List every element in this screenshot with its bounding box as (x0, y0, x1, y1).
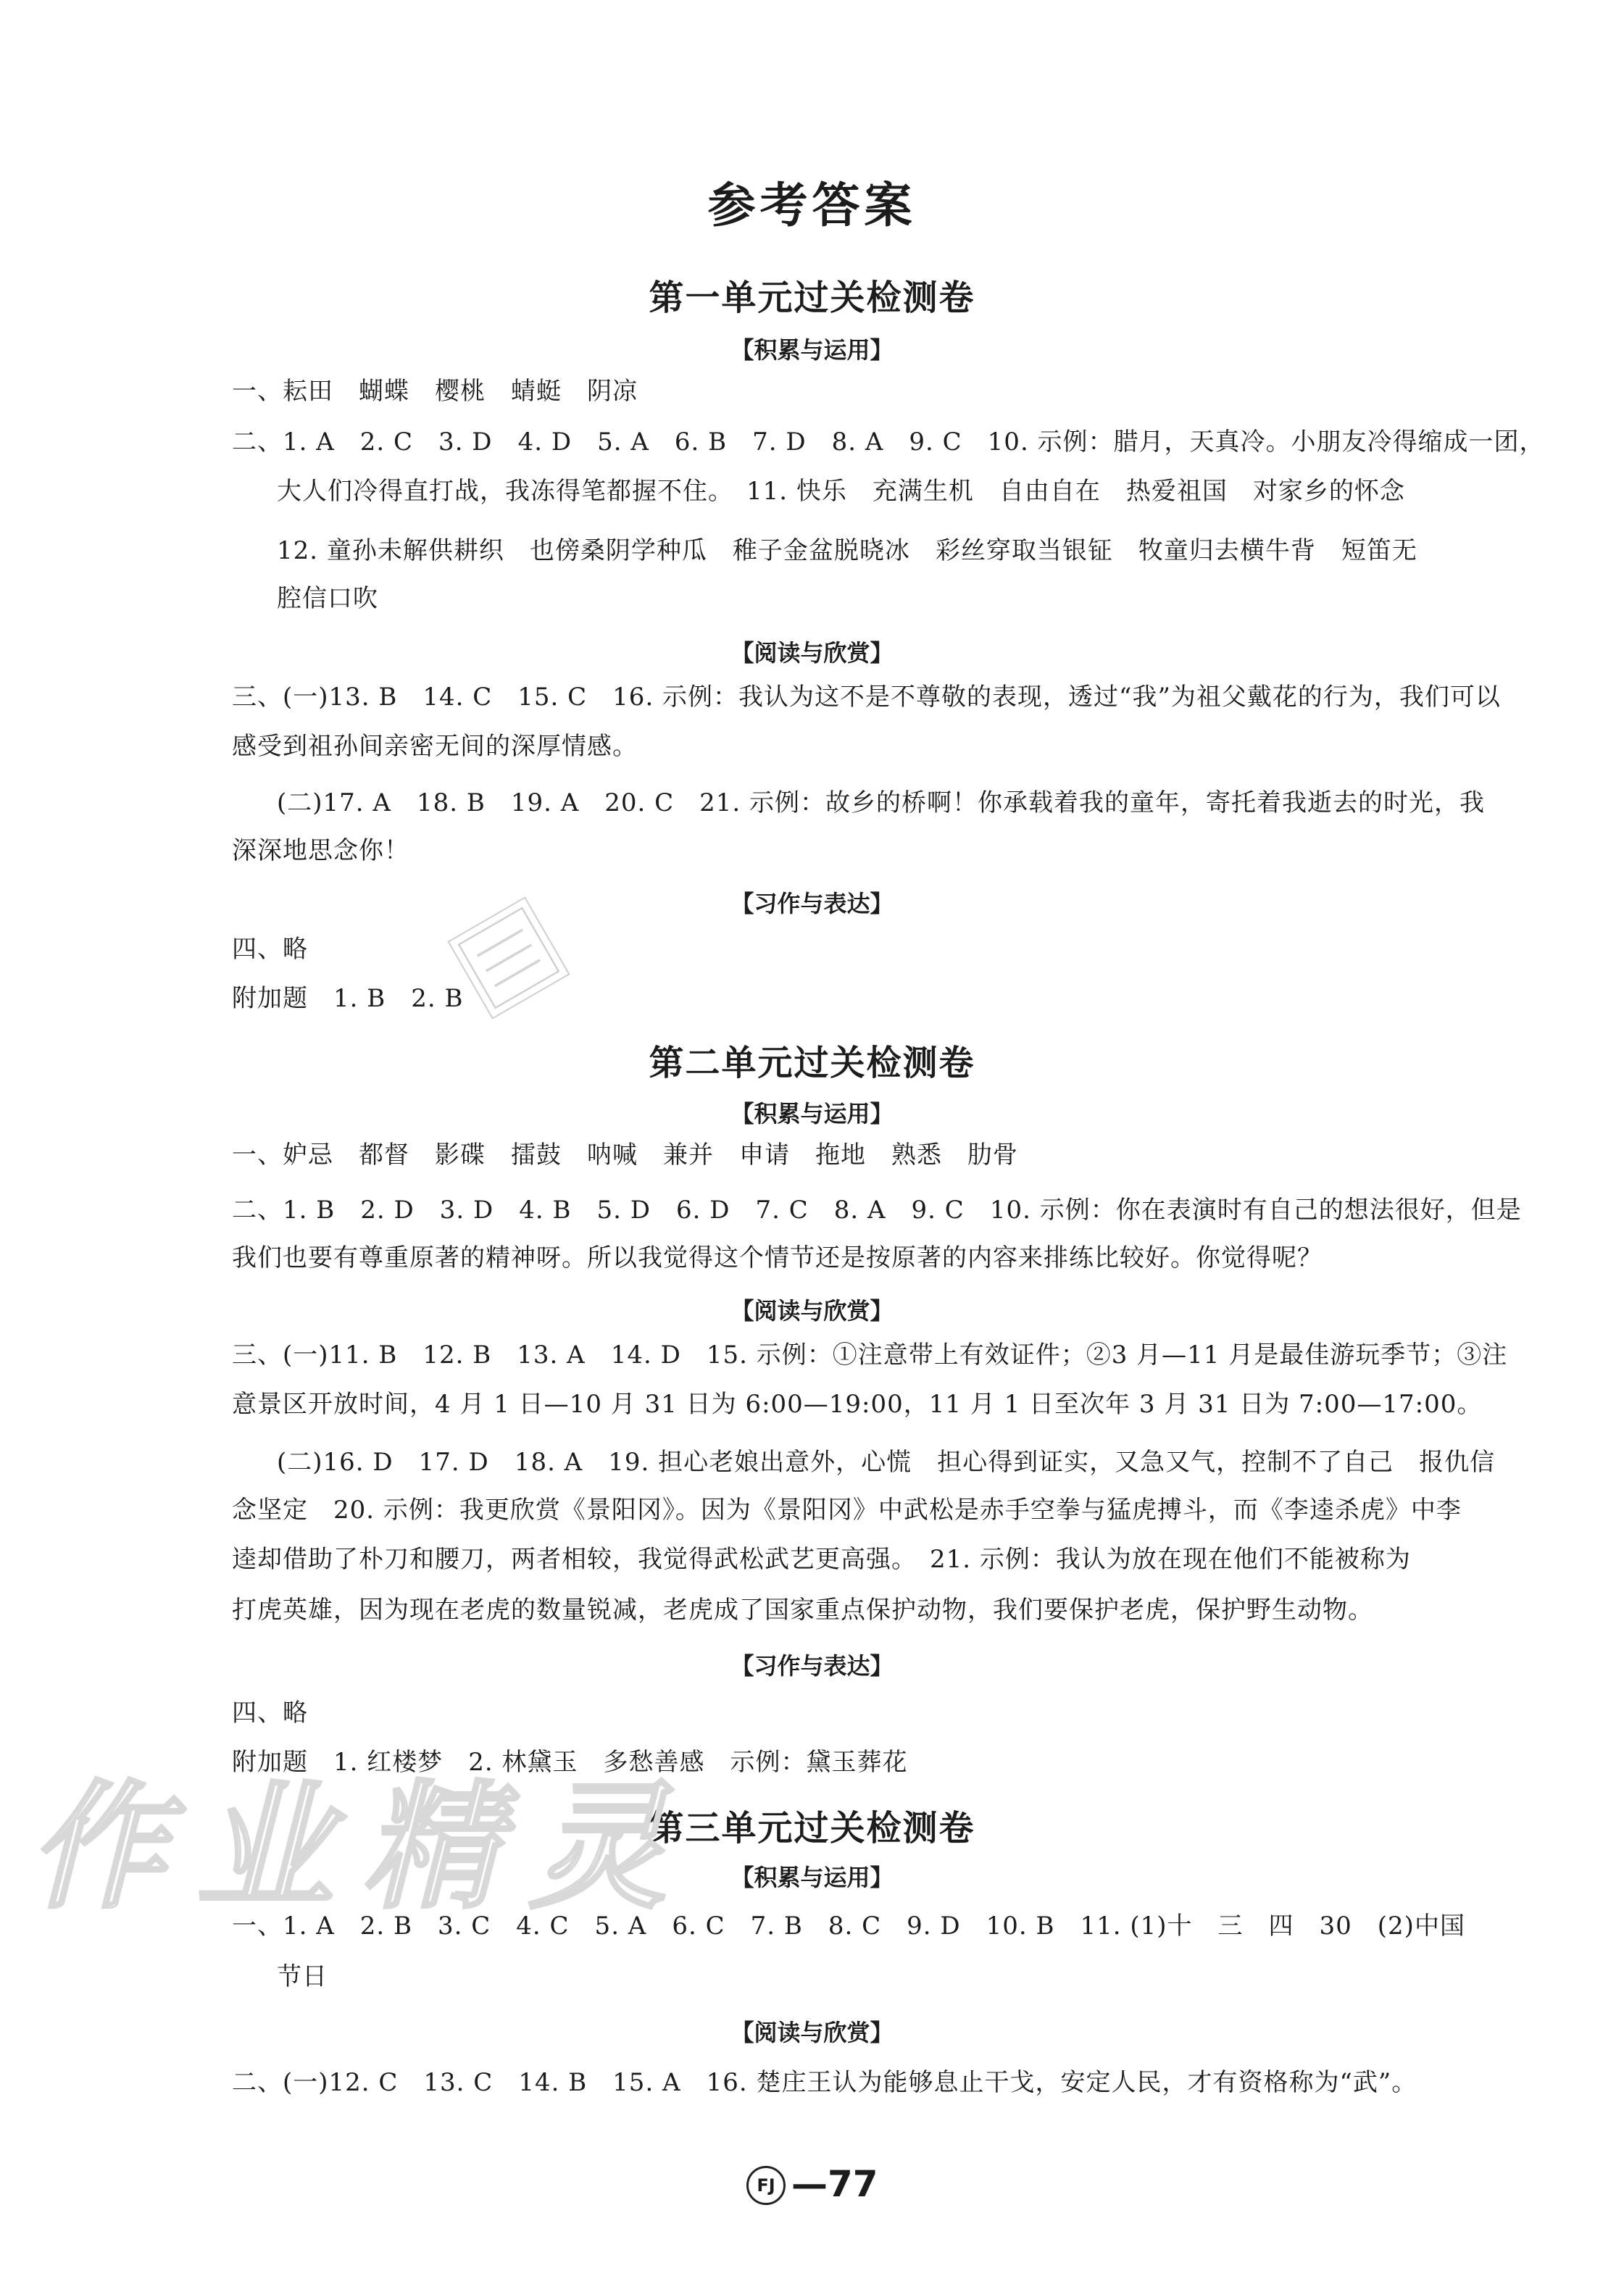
publisher-logo-icon: FJ (746, 2166, 786, 2205)
unit-3-tag-reading: 【阅读与欣赏】 (730, 2019, 894, 2046)
unit-3-line: 二、(一)12. C 13. C 14. B 15. A 16. 楚庄王认为能够息止干戈，安定人民，才有资格称为“武”。 (232, 2068, 1417, 2097)
unit-1-line: 腔信口吹 (277, 584, 378, 613)
unit-2-line: (二)16. D 17. D 18. A 19. 担心老娘出意外，心慌 担心得到证实，又急又气，控制不了自己 报仇信 (277, 1448, 1496, 1477)
unit-2-tag-writing: 【习作与表达】 (730, 1652, 894, 1680)
page-number (746, 2163, 964, 2206)
unit-1-heading: 第一单元过关检测卷 (649, 278, 975, 318)
unit-2-line: 逵却借助了朴刀和腰刀，两者相较，我觉得武松武艺更高强。 21. 示例：我认为放在现在他们不能被称为 (232, 1545, 1411, 1574)
unit-1-line: 大人们冷得直打战，我冻得笔都握不住。 11. 快乐 充满生机 自由自在 热爱祖国 对家乡的怀念 (277, 477, 1405, 506)
unit-1-line: 感受到祖孙间亲密无间的深厚情感。 (232, 732, 638, 761)
unit-1-line: 12. 童孙未解供耕织 也傍桑阴学种瓜 稚子金盆脱晓冰 彩丝穿取当银钲 牧童归去横牛背 短笛无 (277, 536, 1417, 565)
unit-2-line: 三、(一)11. B 12. B 13. A 14. D 15. 示例：①注意带上有效证件；②3 月—11 月是最佳游玩季节；③注 (232, 1341, 1508, 1370)
unit-2-line: 念坚定 20. 示例：我更欣赏《景阳冈》。因为《景阳冈》中武松是赤手空拳与猛虎搏斗，而《李逵杀虎》中李 (232, 1496, 1462, 1525)
unit-1-line: 二、1. A 2. C 3. D 4. D 5. A 6. B 7. D 8. A 9. C 10. 示例：腊月，天真冷。小朋友冷得缩成一团， (232, 428, 1545, 457)
unit-3-line: 节日 (277, 1962, 328, 1991)
unit-3-tag-accumulate: 【积累与运用】 (730, 1864, 894, 1891)
unit-3-line: 一、1. A 2. B 3. C 4. C 5. A 6. C 7. B 8. C 9. D 10. B 11. (1)十 三 四 30 (2)中国 (232, 1912, 1465, 1941)
unit-1-tag-writing: 【习作与表达】 (730, 890, 894, 917)
unit-1-line: 附加题 1. B 2. B (232, 984, 464, 1013)
page-title: 参考答案 (707, 178, 917, 233)
watermark-text: 作业精灵 (29, 1767, 696, 1927)
unit-1-line: 三、(一)13. B 14. C 15. C 16. 示例：我认为这不是不尊敬的表现，透过“我”为祖父戴花的行为，我们可以 (232, 683, 1501, 712)
unit-2-line: 我们也要有尊重原著的精神呀。所以我觉得这个情节还是按原著的内容来排练比较好。你觉得呢？ (232, 1243, 1323, 1272)
unit-2-line: 意景区开放时间，4 月 1 日—10 月 31 日为 6:00—19:00，11 月 1 日至次年 3 月 31 日为 7:00—17:00。 (232, 1390, 1483, 1419)
unit-1-line: (二)17. A 18. B 19. A 20. C 21. 示例：故乡的桥啊！你承载着我的童年，寄托着我逝去的时光，我 (277, 788, 1486, 817)
unit-2-tag-accumulate: 【积累与运用】 (730, 1100, 894, 1128)
unit-2-line: 附加题 1. 红楼梦 2. 林黛玉 多愁善感 示例：黛玉葬花 (232, 1748, 908, 1777)
unit-2-heading: 第二单元过关检测卷 (649, 1043, 975, 1083)
unit-3-heading: 第三单元过关检测卷 (649, 1808, 975, 1849)
unit-2-tag-reading: 【阅读与欣赏】 (730, 1297, 894, 1325)
unit-2-line: 二、1. B 2. D 3. D 4. B 5. D 6. D 7. C 8. A 9. C 10. 示例：你在表演时有自己的想法很好，但是 (232, 1196, 1522, 1225)
page-number-text: —77 (791, 2163, 878, 2205)
unit-1-line: 一、耘田 蝴蝶 樱桃 蜻蜓 阴凉 (232, 377, 638, 406)
unit-1-tag-reading: 【阅读与欣赏】 (730, 639, 894, 667)
unit-2-line: 打虎英雄，因为现在老虎的数量锐减，老虎成了国家重点保护动物，我们要保护老虎，保护野生动物。 (232, 1596, 1373, 1625)
unit-1-line: 四、略 (232, 935, 308, 964)
unit-1-line: 深深地思念你！ (232, 836, 409, 865)
unit-1-tag-accumulate: 【积累与运用】 (730, 336, 894, 364)
unit-2-line: 四、略 (232, 1699, 308, 1727)
unit-2-line: 一、妒忌 都督 影碟 擂鼓 呐喊 兼并 申请 拖地 熟悉 肋骨 (232, 1141, 1018, 1170)
